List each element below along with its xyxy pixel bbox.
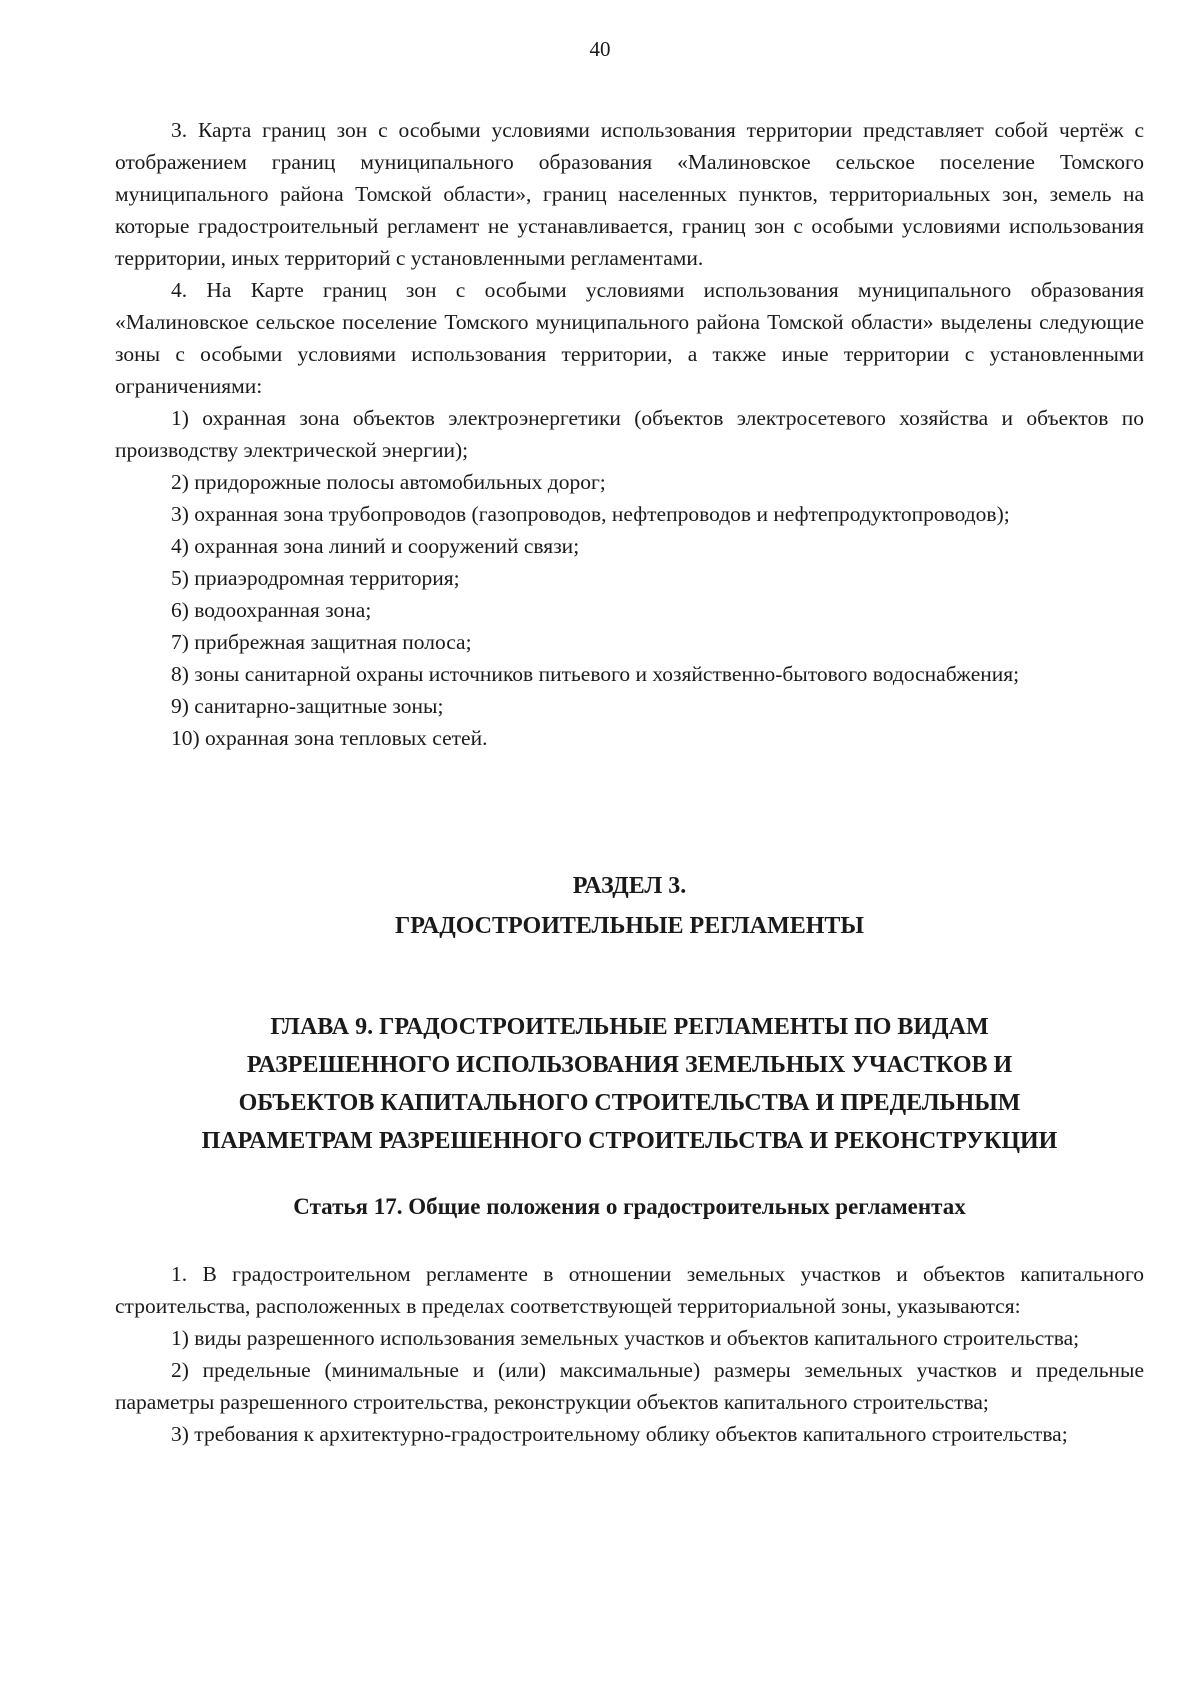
zones-list xyxy=(115,402,1144,754)
list-item: 5) приаэродромная территория; xyxy=(171,566,460,590)
zones-map-description xyxy=(115,114,1144,754)
list-item: 8) зоны санитарной охраны источников питьевого и хозяйственно-бытового водоснабжения; xyxy=(171,662,1020,686)
chapter-heading xyxy=(115,1008,1144,1160)
list-item: 10) охранная зона тепловых сетей. xyxy=(171,726,488,750)
section-number: РАЗДЕЛ 3. xyxy=(572,873,687,899)
chapter-title-line: ОБЪЕКТОВ КАПИТАЛЬНОГО СТРОИТЕЛЬСТВА И ПРЕДЕЛЬНЫМ xyxy=(238,1090,1021,1116)
list-item: 4) охранная зона линий и сооружений связи; xyxy=(171,534,580,558)
article-body xyxy=(115,1258,1144,1450)
section-heading xyxy=(115,866,1144,946)
list-item: 9) санитарно-защитные зоны; xyxy=(171,694,444,718)
section-title: ГРАДОСТРОИТЕЛЬНЫЕ РЕГЛАМЕНТЫ xyxy=(395,913,864,939)
page-number: 40 xyxy=(589,37,611,61)
paragraph-map-zones-intro: 4. На Карте границ зон с особыми условиями использования муниципального образования «Малиновское сельское поселение Томского муниципального района Томской области» выделены следующие зоны с особыми условиями использования территории, а также иные территории с установленными ограничениями: xyxy=(115,278,1144,398)
article-heading: Статья 17. Общие положения о градостроительных регламентах xyxy=(293,1194,966,1219)
chapter-title-line: ГЛАВА 9. ГРАДОСТРОИТЕЛЬНЫЕ РЕГЛАМЕНТЫ ПО ВИДАМ xyxy=(270,1014,989,1040)
list-item: 6) водоохранная зона; xyxy=(171,598,372,622)
article-intro: 1. В градостроительном регламенте в отношении земельных участков и объектов капитального строительства, расположенных в пределах соответствующей территориальной зоны, указываются: xyxy=(115,1262,1144,1318)
list-item: 2) придорожные полосы автомобильных дорог; xyxy=(171,470,606,494)
list-item: 1) охранная зона объектов электроэнергетики (объектов электросетевого хозяйства и объектов по производству электрической энергии); xyxy=(115,406,1144,462)
chapter-title-line: ПАРАМЕТРАМ РАЗРЕШЕННОГО СТРОИТЕЛЬСТВА И РЕКОНСТРУКЦИИ xyxy=(201,1128,1058,1154)
list-item: 3) требования к архитектурно-градостроительному облику объектов капитального строительства; xyxy=(171,1422,1068,1446)
paragraph-map-definition: 3. Карта границ зон с особыми условиями использования территории представляет собой чертёж с отображением границ муниципального образования «Малиновское сельское поселение Томского муниципального района Томской области», границ населенных пунктов, территориальных зон, земель на которые градостроительный регламент не устанавливается, границ зон с особыми условиями использования территории, иных территорий с установленными регламентами. xyxy=(115,118,1144,270)
list-item: 7) прибрежная защитная полоса; xyxy=(171,630,472,654)
list-item: 1) виды разрешенного использования земельных участков и объектов капитального строительства; xyxy=(171,1326,1080,1350)
list-item: 2) предельные (минимальные и (или) максимальные) размеры земельных участков и предельные параметры разрешенного строительства, реконструкции объектов капитального строительства; xyxy=(115,1358,1144,1414)
list-item: 3) охранная зона трубопроводов (газопроводов, нефтепроводов и нефтепродуктопроводов); xyxy=(171,502,1010,526)
chapter-title-line: РАЗРЕШЕННОГО ИСПОЛЬЗОВАНИЯ ЗЕМЕЛЬНЫХ УЧАСТКОВ И xyxy=(246,1052,1013,1078)
